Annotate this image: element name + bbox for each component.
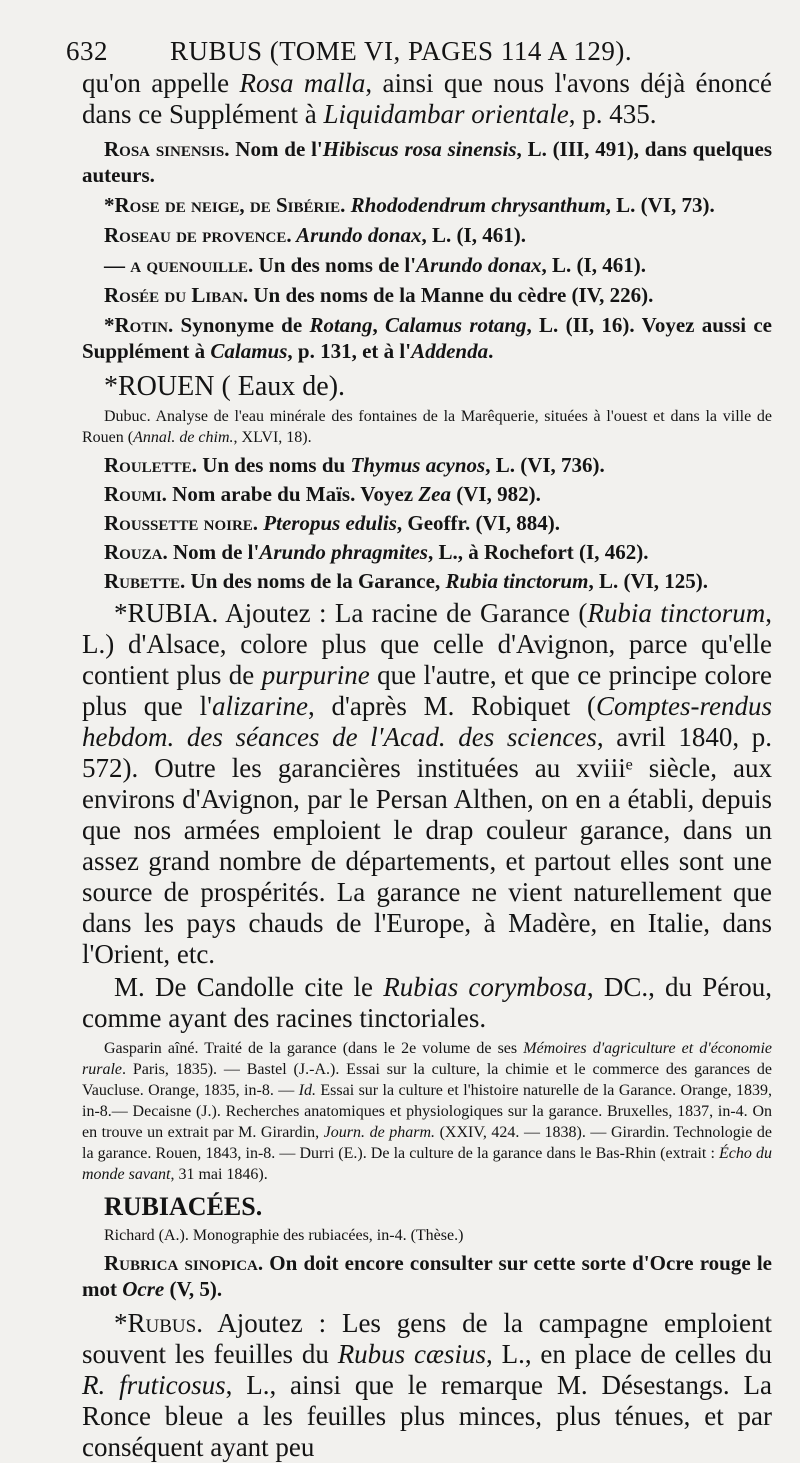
entry-rubia-candolle: M. De Candolle cite le Rubias corymbosa, DC., du Pérou, comme ayant des racines tinctoriales. — [82, 972, 772, 1033]
heading-rouen: *ROUEN ( Eaux de). — [104, 371, 346, 402]
entry-quenouille: — a quenouille. Un des noms de l'Arundo donax, L. (I, 461). — [104, 253, 646, 277]
entry-roulette: Roulette. Un des noms du Thymus acynos, L. (VI, 736). — [104, 453, 605, 477]
entry-rubia: *RUBIA. Ajoutez : La racine de Garance (Rubia tinctorum, L.) d'Alsace, colore plus que celle d'Avignon, parce qu'elle contient plus de purpurine que l'autre, et que ce principe colore plus que l'alizarine, d'après M. Robiquet (Comptes-rendus hebdom. des séances de l'Acad. des sciences, avril 1840, p. 572). Outre les garancières instituées au xviiiᵉ siècle, aux environs d'Avignon, par le Persan Althen, on en a établi, depuis que nos armées emploient le drap couleur garance, dans un assez grand nombre de départements, et partout elles sont une source de prospérités. La garance ne vient naturellement que dans les pays chauds de l'Europe, à Madère, en Italie, dans l'Orient, etc. — [82, 598, 773, 969]
running-title: RUBUS (TOME VI, PAGES 114 A 129). — [170, 36, 633, 66]
entry-roumi: Roumi. Nom arabe du Maïs. Voyez Zea (VI, 982). — [104, 482, 541, 506]
entry-roseau: Roseau de provence. Arundo donax, L. (I, 461). — [104, 223, 526, 247]
entry-rosa-sinensis: Rosa sinensis. Nom de l'Hibiscus rosa sinensis, L. (III, 491), dans quelques auteurs. — [82, 137, 773, 187]
page-number: 632 — [66, 36, 108, 66]
entry-rubus: *Rubus. Ajoutez : Les gens de la campagne emploient souvent les feuilles du Rubus cæsius, L., en place de celles du R. fruticosus, L., ainsi que le remarque M. Désestangs. La Ronce bleue a les feuilles plus minces, plus ténues, et par conséquent ayant peu — [82, 1308, 772, 1462]
page-header — [66, 36, 772, 66]
entry-rouza: Rouza. Nom de l'Arundo phragmites, L., à Rochefort (I, 462). — [104, 540, 649, 564]
entry-malla-continuation: qu'on appelle Rosa malla, ainsi que nous l'avons déjà énoncé dans ce Supplément à Liquidambar orientale, p. 435. — [82, 68, 772, 129]
reference-rubia: Gasparin aîné. Traité de la garance (dans le 2e volume de ses Mémoires d'agriculture et d'économie rurale. Paris, 1835). — Bastel (J.-A.). Essai sur la culture, la chimie et le commerce des garances de Vaucluse. Orange, 1835, in-8. — Id. Essai sur la culture et l'histoire naturelle de la Garance. Orange, 1839, in-8.— Decaisne (J.). Recherches anatomiques et physiologiques sur la garance. Bruxelles, 1837, in-4. On en trouve un extrait par M. Girardin, Journ. de pharm. (XXIV, 424. — 1838). — Girardin. Technologie de la garance. Rouen, 1843, in-8. — Durri (E.). De la culture de la garance dans le Bas-Rhin (extrait : Écho du monde savant, 31 mai 1846). — [82, 1040, 773, 1183]
entry-rosee-du-liban: Rosée du Liban. Un des noms de la Manne du cèdre (IV, 226). — [104, 283, 654, 307]
entry-rotin: *Rotin. Synonyme de Rotang, Calamus rotang, L. (II, 16). Voyez aussi ce Supplément à Calamus, p. 131, et à l'Addenda. — [82, 313, 773, 363]
entry-roussette-noire: Roussette noire. Pteropus edulis, Geoffr. (VI, 884). — [104, 511, 561, 535]
entry-rubette: Rubette. Un des noms de la Garance, Rubia tinctorum, L. (VI, 125). — [104, 569, 709, 593]
reference-rubiacees: Richard (A.). Monographie des rubiacées, in-4. (Thèse.) — [104, 1227, 464, 1244]
heading-rubiacees: RUBIACÉES. — [104, 1192, 263, 1221]
entry-rose-de-neige: *Rose de neige, de Sibérie. Rhododendrum chrysanthum, L. (VI, 73). — [104, 193, 715, 217]
entry-rubrica-sinopica: Rubrica sinopica. On doit encore consulter sur cette sorte d'Ocre rouge le mot Ocre (V, 5). — [82, 1251, 772, 1301]
reference-rouen: Dubuc. Analyse de l'eau minérale des fontaines de la Marêquerie, situées à l'ouest et dans la ville de Rouen (Annal. de chim., XLVI, 18). — [82, 408, 772, 446]
